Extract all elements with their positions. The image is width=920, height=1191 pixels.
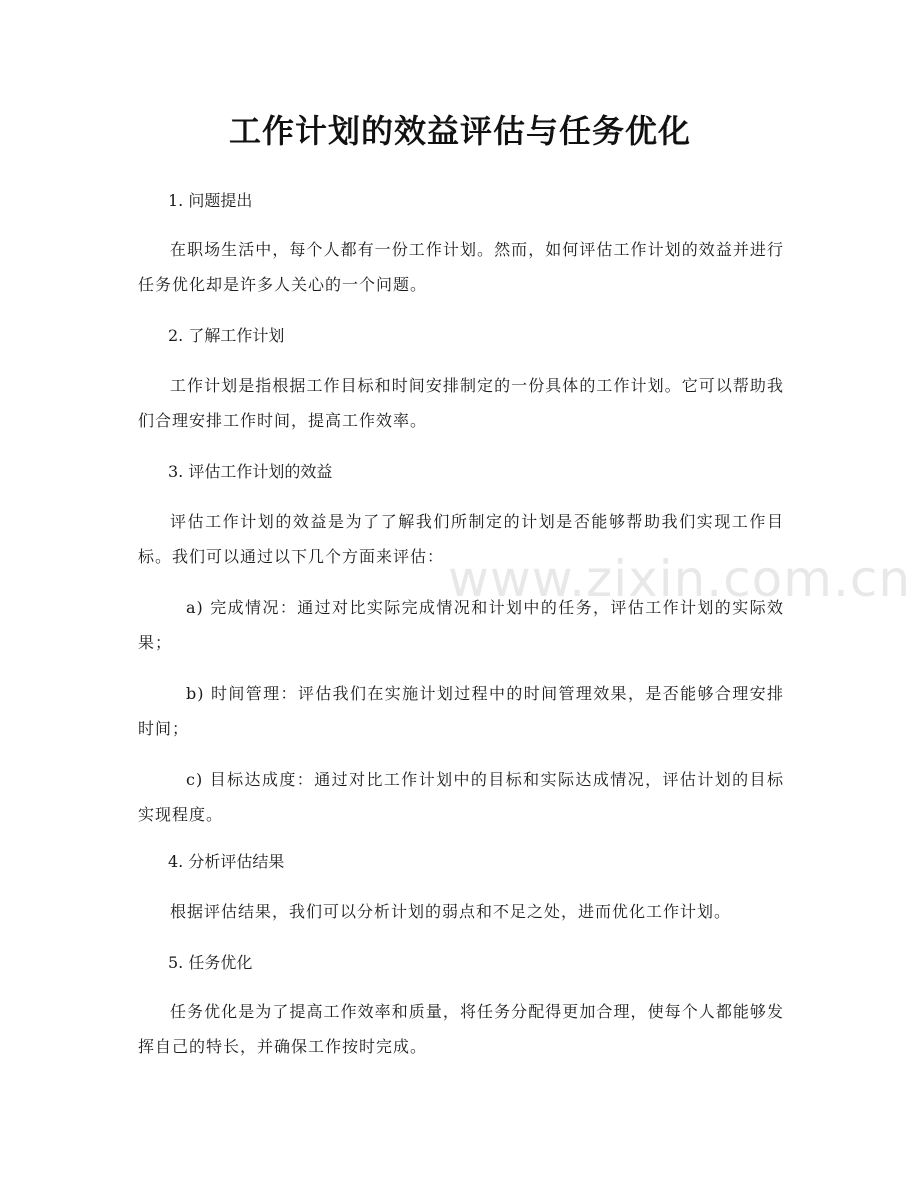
section-1-paragraph: 在职场生活中，每个人都有一份工作计划。然而，如何评估工作计划的效益并进行任务优化却是许多人关心的一个问题。 (138, 240, 784, 294)
section-3-paragraph: 评估工作计划的效益是为了了解我们所制定的计划是否能够帮助我们实现工作目标。我们可以通过以下几个方面来评估： (138, 512, 784, 566)
document-title: 工作计划的效益评估与任务优化 (228, 112, 691, 150)
section-3-item-c: c) 目标达成度：通过对比工作计划中的目标和实际达成情况，评估计划的目标实现程度。 (138, 770, 784, 824)
section-heading-2: 2. 了解工作计划 (168, 326, 285, 345)
section-3-item-b: b) 时间管理：评估我们在实施计划过程中的时间管理效果，是否能够合理安排时间； (138, 684, 784, 738)
section-heading-1: 1. 问题提出 (168, 191, 253, 210)
section-heading-4: 4. 分析评估结果 (168, 852, 285, 871)
section-5-paragraph: 任务优化是为了提高工作效率和质量，将任务分配得更加合理，使每个人都能够发挥自己的特长，并确保工作按时完成。 (138, 1002, 784, 1056)
section-heading-5: 5. 任务优化 (168, 953, 253, 972)
section-4-paragraph: 根据评估结果，我们可以分析计划的弱点和不足之处，进而优化工作计划。 (170, 902, 732, 921)
watermark-text: www.zixin.com.cn (448, 550, 912, 608)
section-heading-3: 3. 评估工作计划的效益 (168, 462, 333, 481)
section-2-paragraph: 工作计划是指根据工作目标和时间安排制定的一份具体的工作计划。它可以帮助我们合理安排工作时间，提高工作效率。 (138, 376, 784, 430)
section-3-item-a: a) 完成情况：通过对比实际完成情况和计划中的任务，评估工作计划的实际效果； (138, 598, 784, 652)
